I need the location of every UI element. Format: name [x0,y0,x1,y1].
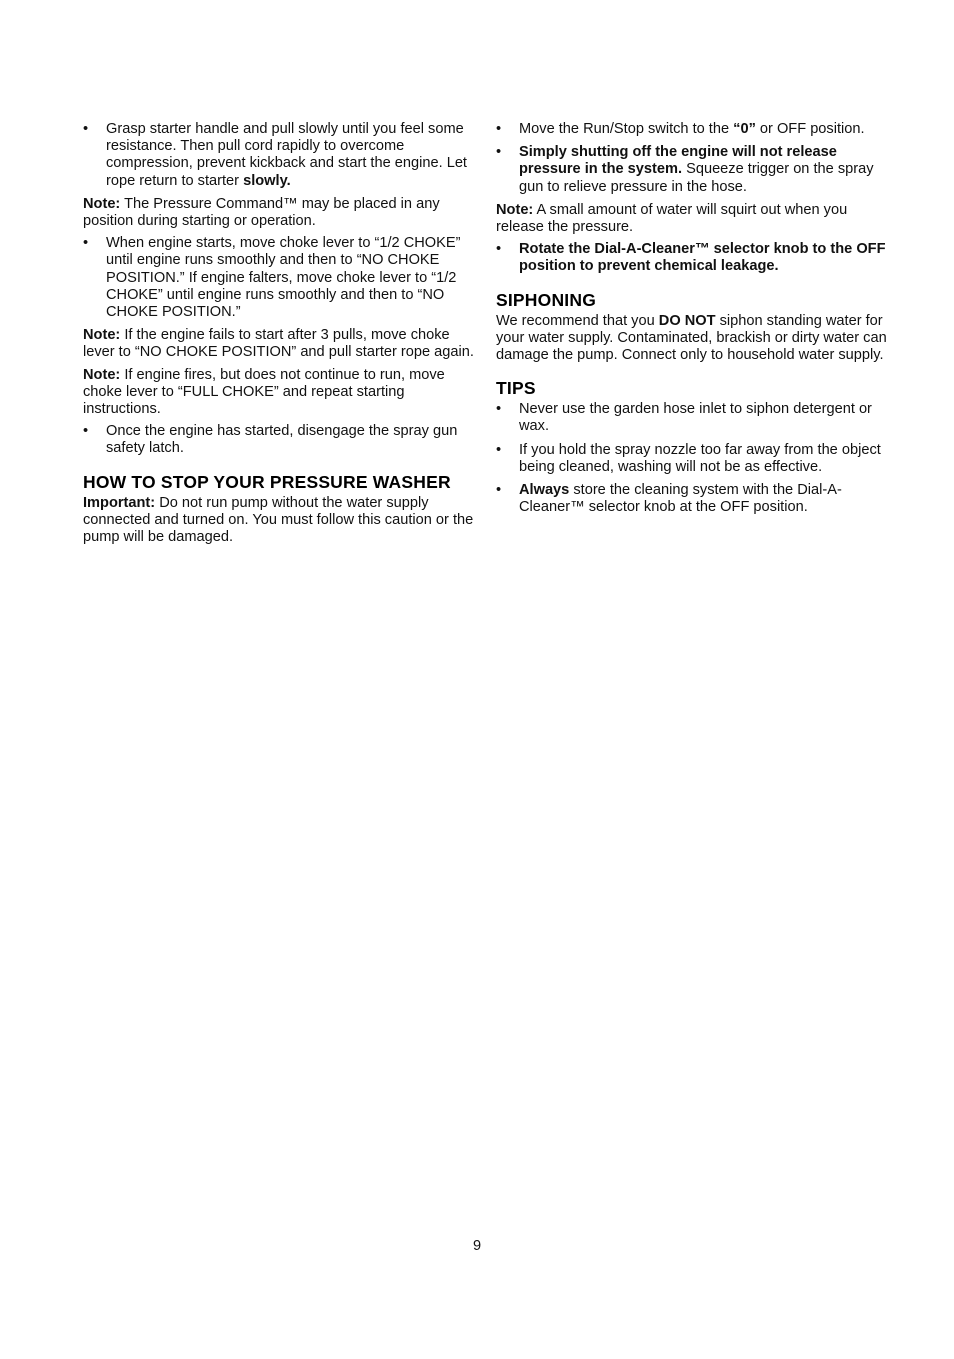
bullet-text-2: or OFF position. [755,121,865,137]
siphon-text: We recommend that you [496,312,659,329]
bullet-bold: slowly. [243,172,291,189]
bullet-text: If you hold the spray nozzle too far away from the object being cleaned, washing will not be as effective. [519,441,881,475]
note-fails-to-start [83,327,475,361]
bullet-rotate-dial [496,241,896,275]
note-label: Note: [83,327,121,344]
bullet-mark: • [496,144,502,161]
note-text: If engine fires, but does not continue to run, move choke lever to “FULL CHOKE” and repeat starting instructions. [83,366,445,418]
bullet-text: Squeeze trigger on the spray gun to relieve pressure in the hose. [519,161,874,195]
note-pressure-command [83,196,475,230]
siphon-bold: DO NOT [658,312,716,329]
heading-how-to-stop: HOW TO STOP YOUR PRESSURE WASHER [83,471,451,492]
tip-always-store [496,482,896,516]
bullet-mark: • [83,423,89,440]
note-text: The Pressure Command™ may be placed in any position during starting or operation. [83,195,440,230]
bullet-mark: • [83,235,89,252]
note-engine-fires [83,367,475,419]
bullet-shutting-off [496,144,896,196]
bullet-mark: • [83,121,89,137]
bullet-mark: • [496,401,502,418]
bullet-text: Once the engine has started, disengage the spray gun safety latch. [106,423,458,457]
bullet-text: Move the Run/Stop switch to the [519,121,734,137]
bullet-grasp-starter [83,121,475,190]
bullet-text: When engine starts, move choke lever to “1/2 CHOKE” until engine runs smoothly and then to “NO CHOKE POSITION.” If engine falters, move choke lever to “1/2 CHOKE” until engine runs smoothly and then to “NO CHOKE POSITION.” [106,235,461,321]
bullet-mark: • [496,441,502,458]
bullet-engine-started [83,423,475,457]
note-label: Note: [83,366,121,383]
heading-siphoning: SIPHONING [496,289,597,310]
bullet-mark: • [496,241,502,258]
bullet-engine-starts [83,235,475,321]
bullet-text: store the cleaning system with the Dial-A-Cleaner™ selector knob at the OFF position. [519,482,842,516]
bullet-bold: Always [519,482,570,499]
note-text: If the engine fails to start after 3 pulls, move choke lever to “NO CHOKE POSITION” and pull starter rope again. [83,327,474,361]
bullet-bold: Simply shutting off the engine will not release pressure in the system. [519,144,837,178]
note-label: Note: [83,195,121,212]
bullet-text: Grasp starter handle and pull slowly until you feel some resistance. Then pull cord rapidly to overcome compression, prevent kickback and start the engine. Let rope return to starter [106,121,467,189]
bullet-bold: “0” [733,121,756,137]
tip-spray-nozzle [496,442,896,476]
bullet-bold: Rotate the Dial-A-Cleaner™ selector knob to the OFF position to prevent chemical leakage. [519,241,886,275]
right-column [496,121,896,522]
bullet-text: Never use the garden hose inlet to siphon detergent or wax. [519,401,872,435]
important-label: Important: [83,494,156,511]
important-text: Do not run pump without the water supply connected and turned on. You must follow this caution or the pump will be damaged. [83,494,474,546]
bullet-mark: • [496,121,502,137]
heading-tips: TIPS [496,378,536,399]
note-text: A small amount of water will squirt out when you release the pressure. [496,201,848,236]
note-squirt [496,202,896,236]
page-number: 9 [472,1238,482,1254]
left-column [83,121,475,551]
siphon-text-2: siphon standing water for your water supply. Contaminated, brackish or dirty water can damage the pump. Connect only to household water supply. [496,312,887,364]
tip-garden-hose [496,401,896,435]
bullet-run-stop-switch [496,121,896,138]
important-paragraph [83,495,475,547]
bullet-mark: • [496,482,502,499]
siphoning-paragraph [496,313,896,365]
note-label: Note: [496,201,534,218]
